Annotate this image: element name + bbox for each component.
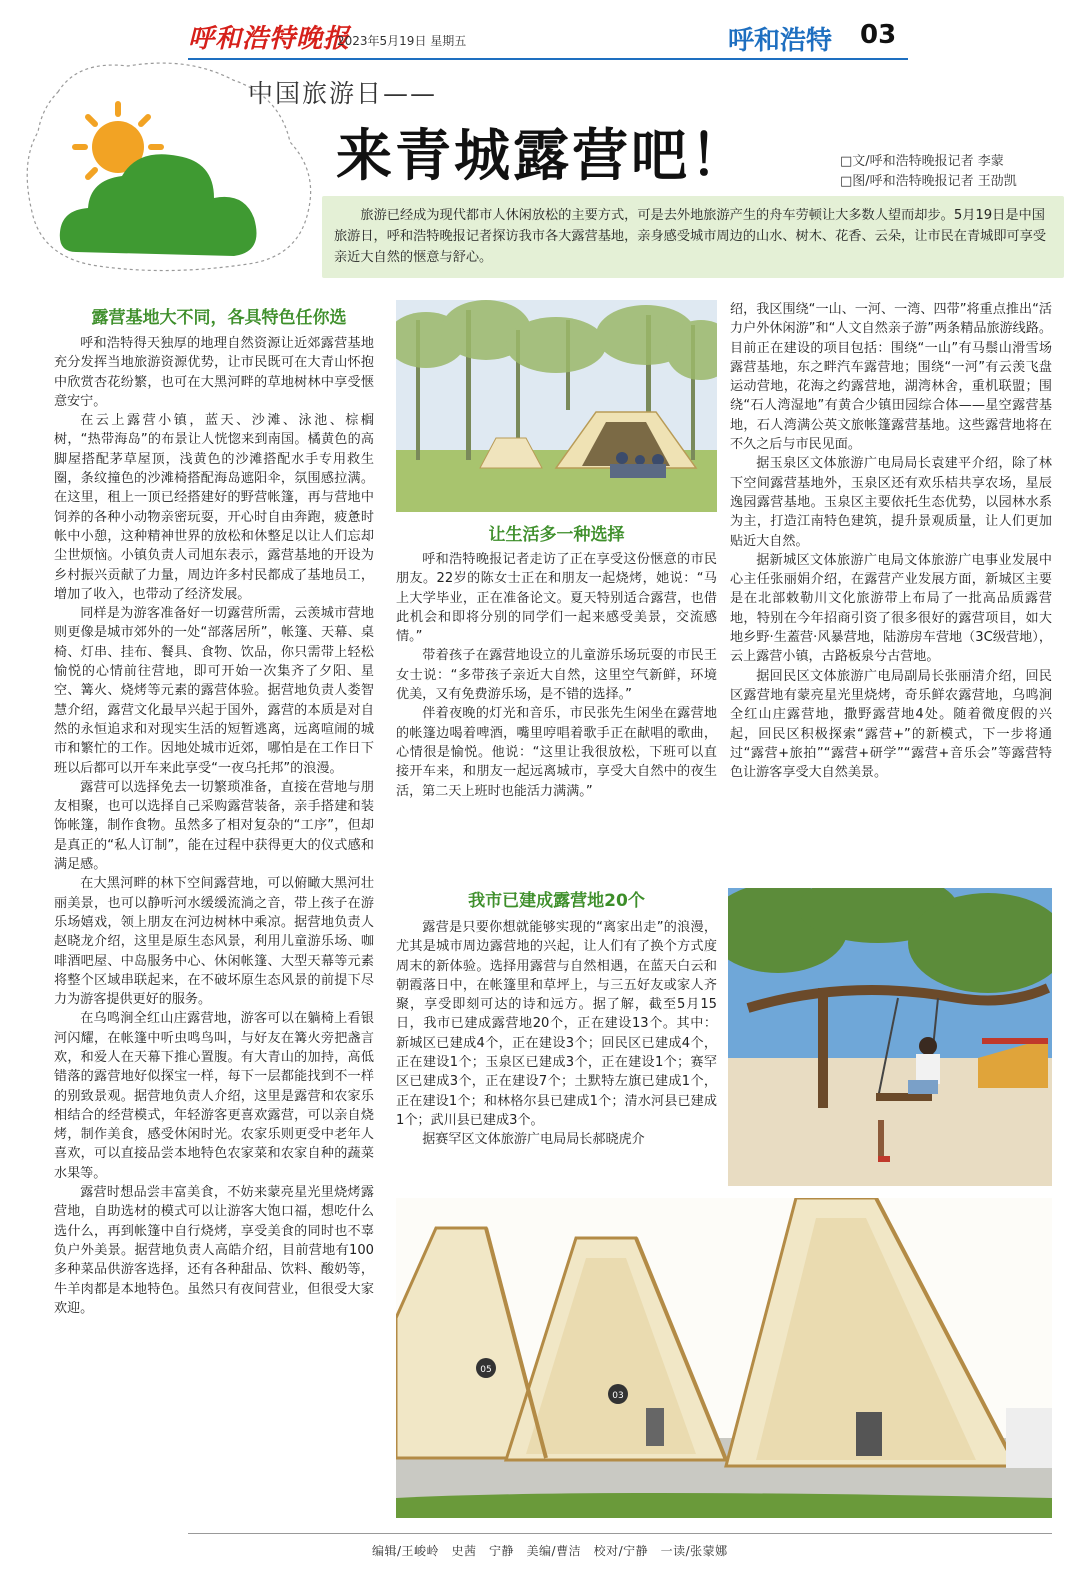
newspaper-logo: 呼和浩特晚报 xyxy=(188,24,351,54)
paragraph: 据玉泉区文体旅游广电局局长袁建平介绍，除了林下空间露营基地外，玉泉区还有欢乐桔共享农场，星辰逸园露营基地。玉泉区主要依托生态优势，以园林水系为主，打造江南特色建筑，提升景观质量，让人们更加贴近大自然。 xyxy=(730,456,1052,549)
paragraph: 伴着夜晚的灯光和音乐，市民张先生闲坐在露营地的帐篷边喝着啤酒，嘴里哼唱着歌手正在献唱的歌曲，心情很是愉悦。他说：“这里让我很放松，下班可以直接开车来，和朋友一起远离城市，享受大自然中的夜生活，第二天上班时也能活力满满。” xyxy=(396,706,717,799)
paragraph: 呼和浩特晚报记者走访了正在享受这份惬意的市民朋友。22岁的陈女士正在和朋友一起烧烤，她说：“马上大学毕业，正在准备论文。夏天特别适合露营，也借此机会和即将分别的同学们一起来感受美景，交流感情。” xyxy=(396,552,717,645)
paragraph: 绍，我区围绕“一山、一河、一湾、四带”将重点推出“活力户外休闲游”和“人文自然亲子游”两条精品旅游线路。目前正在建设的项目包括：围绕“一山”有马鬃山滑雪场露营基地，东之畔汽车露营地；围绕“一河”有云羡飞盘运动营地，花海之约露营地，湖湾林舍，重机联盟；围绕“石人湾湿地”有黄合少镇田园综合体——星空露营基地，石人湾满公英文旅帐篷露营基地。这些露营地将在不久之后与市民见面。 xyxy=(730,302,1052,453)
column-3 xyxy=(730,300,1052,782)
paragraph: 露营可以选择免去一切繁琐准备，直接在营地与朋友相聚，也可以选择自己采购露营装备，亲手搭建和装饰帐篷，制作食物。虽然多了相对复杂的“工序”，但却是真正的“私人订制”，能在过程中获得更大的仪式感和满足感。 xyxy=(54,779,374,873)
tent-number-05: 05 xyxy=(480,1365,492,1375)
photo-row-of-tents xyxy=(396,1198,1052,1518)
section-name: 呼和浩特 xyxy=(728,26,833,56)
column-2-lower xyxy=(396,918,717,1150)
paragraph: 据回民区文体旅游广电局副局长张丽清介绍，回民区露营地有蒙亮星光里烧烤，奇乐鲜农露营地，乌鸣涧全红山庄露营地，撒野露营地4处。随着微度假的兴起，回民区积极探索“露营+”的新模式，下一步将通过“露营+旅拍”“露营+研学”“露营+音乐会”等露营特色让游客享受大自然美景。 xyxy=(730,668,1052,781)
column-2-upper xyxy=(396,550,717,801)
paragraph: 同样是为游客准备好一切露营所需，云羡城市营地则更像是城市郊外的一处“部落居所”，帐篷、天幕、桌椅、灯串、挂布、餐具、食物、饮品，你只需带上轻松愉悦的心情前往营地，即可开始一次集齐了夕阳、星空、篝火、烧烤等元素的露营体验。据营地负责人娄智慧介绍，露营文化最早兴起于国外，露营的本质是对自然的永恒追求和对现实生活的短暂逃离，远离喧闹的城市和繁忙的工作。因地处城市近郊，哪怕是在工作日下班以后都可以开车来此享受“一夜乌托邦”的浪漫。 xyxy=(54,606,374,776)
paragraph: 据新城区文体旅游广电局文体旅游广电事业发展中心主任张丽娟介绍，在露营产业发展方面，新城区主要是在北部敕勒川文化旅游带上布局了一批高品质露营地，特别在今年招商引资了很多很好的露营项目，如大地乡野·生蓋营·风暴营地，陆游房车营地（3C级营地），云上露营小镇，古路板泉兮古营地。 xyxy=(730,552,1052,665)
subhead-more-choices: 让生活多一种选择 xyxy=(488,525,625,545)
issue-date: 2023年5月19日 星期五 xyxy=(337,34,467,48)
paragraph: 据赛罕区文体旅游广电局局长郝晓虎介 xyxy=(422,1132,645,1148)
tent-number-03: 03 xyxy=(612,1391,624,1401)
photo-tent-in-woods xyxy=(396,300,717,512)
headline: 来青城露营吧！ xyxy=(336,123,749,189)
paragraph: 露营时想品尝丰富美食，不妨来蒙亮星光里烧烤露营地，自助选材的模式可以让游客大饱口福，想吃什么选什么，再到帐篷中自行烧烤，享受美食的同时也不辜负户外美景。据营地负责人高皓介绍，目前营地有100多种菜品供游客选择，还有各种甜品、饮料、酸奶等，牛羊肉都是本地特色。虽然只有夜间营业，但很受大家欢迎。 xyxy=(54,1185,374,1316)
editor-credits: 编辑/王峻岭 史茜 宁静 美编/曹洁 校对/宁静 一读/张蒙娜 xyxy=(372,1544,728,1558)
subhead-20-camps: 我市已建成露营地20个 xyxy=(468,891,645,911)
column-1 xyxy=(54,334,374,1318)
byline-text-author: □文/呼和浩特晚报记者 李蒙 xyxy=(840,154,1004,169)
paragraph: 带着孩子在露营地设立的儿童游乐场玩耍的市民王女士说：“多带孩子亲近大自然，这里空气新鲜，环境优美，又有免费游乐场，是不错的选择。” xyxy=(396,648,717,703)
paragraph: 露营是只要你想就能够实现的“离家出走”的浪漫，尤其是城市周边露营地的兴起，让人们有了换个方式度周末的新体验。选择用露营与自然相遇，在蓝天白云和朝霞落日中，在帐篷里和草坪上，与三五好友或家人齐聚，享受即刻可达的诗和远方。据了解，截至5月15日，我市已建成露营地20个，正在建设13个。其中：新城区已建成4个，正在建设3个；回民区已建成4个，正在建设1个；玉泉区已建成3个，正在建设1个；赛罕区已建成3个，正在建设7个；土默特左旗已建成1个，正在建设1个；和林格尔县已建成1个；清水河县已建成1个；武川县已建成3个。 xyxy=(396,920,717,1128)
subhead-camp-types: 露营基地大不同，各具特色任你选 xyxy=(91,308,347,328)
lead-paragraph: 旅游已经成为现代都市人休闲放松的主要方式，可是去外地旅游产生的舟车劳顿让大多数人望而却步。5月19日是中国旅游日，呼和浩特晚报记者探访我市各大露营基地，亲身感受城市周边的山水、树木、花香、云朵，让市民在青城即可享受亲近大自然的惬意与舒心。 xyxy=(334,208,1047,265)
headline-kicker: 中国旅游日—— xyxy=(248,79,438,108)
photo-girl-on-swing xyxy=(728,888,1052,1186)
paragraph: 在云上露营小镇，蓝天、沙滩、泳池、棕榈树，“热带海岛”的布景让人恍惚来到南国。橘黄色的高脚屋搭配茅草屋顶，浅黄色的沙滩搭配水手专用救生圈，条纹撞色的沙滩椅搭配海岛遮阳伞，氛围感拉满。在这里，租上一顶已经搭建好的野营帐篷，再与营地中饲养的各种小动物亲密玩耍，开心时自由奔跑，疲惫时帐中小憩，这种精神世界的放松和休整足以让人们忘却尘世烦恼。小镇负责人司旭东表示，露营基地的开设为乡村振兴贡献了力量，周边许多村民都成了基地员工，增加了收入，也带动了经济发展。 xyxy=(54,413,374,602)
page-number: 03 xyxy=(860,20,897,50)
byline-photo-author: □图/呼和浩特晚报记者 王劭凯 xyxy=(840,174,1017,189)
bottom-rule xyxy=(188,1533,1052,1534)
paragraph: 在乌鸣涧全红山庄露营地，游客可以在躺椅上看银河闪耀，在帐篷中听虫鸣鸟叫，与好友在篝火旁把盏言欢，和爱人在天幕下推心置腹。有大青山的加持，高低错落的露营地好似探宝一样，每下一层都能找到不一样的别致景观。据营地负责人介绍，这里是露营和农家乐相结合的经营模式，年轻游客更喜欢露营，可以亲自烧烤，制作美食，感受休闲时光。农家乐则更受中老年人喜欢，可以直接品尝本地特色农家菜和农家自种的蔬菜水果等。 xyxy=(54,1011,374,1181)
paragraph: 呼和浩特得天独厚的地理自然资源让近郊露营基地充分发挥当地旅游资源优势，让市民既可在大青山怀抱中欣赏杏花纷繁，也可在大黑河畔的草地树林中享受惬意安宁。 xyxy=(54,336,374,409)
paragraph: 在大黑河畔的林下空间露营地，可以俯瞰大黑河壮丽美景，也可以静听河水缓缓流淌之音，带上孩子在游乐场嬉戏，领上朋友在河边树林中乘凉。据营地负责人赵晓龙介绍，这里是原生态风景，利用儿童游乐场、咖啡酒吧屋、中岛服务中心、休闲帐篷、大型天幕等元素将整个区域串联起来，在不破坏原生态风景的前提下尽力为游客提供更好的服务。 xyxy=(54,876,374,1008)
